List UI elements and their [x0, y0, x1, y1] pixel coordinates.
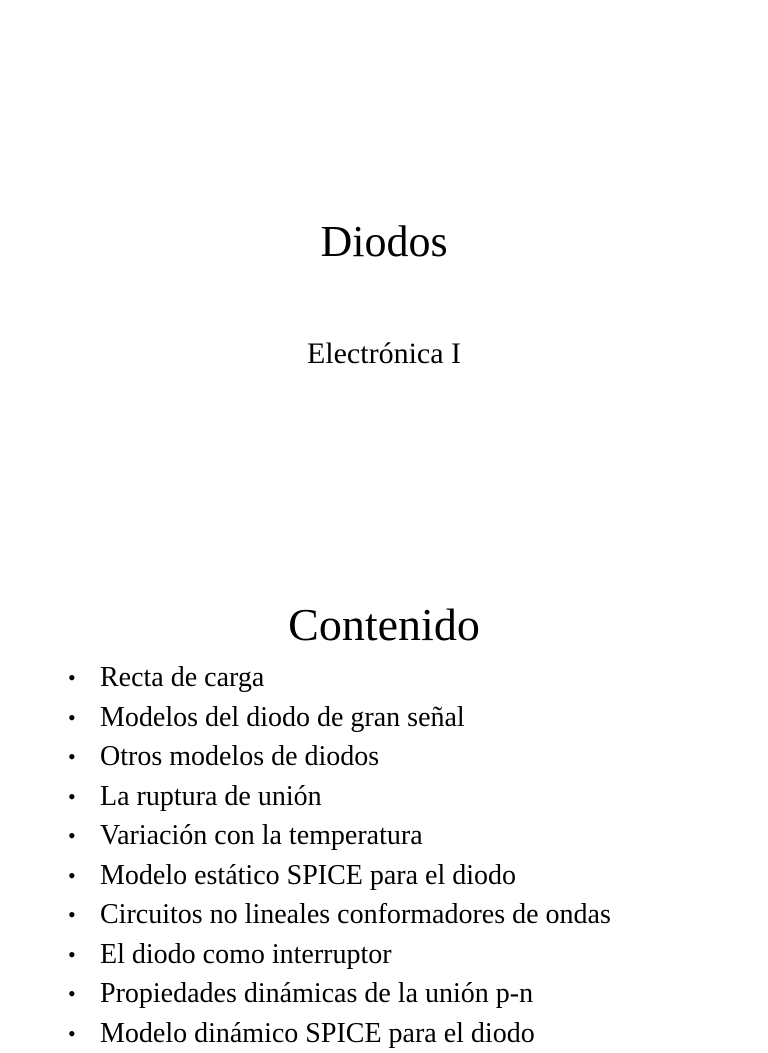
list-item — [68, 856, 611, 896]
list-item-text: Circuitos no lineales conformadores de ondas — [100, 899, 611, 930]
list-item-text: Modelo estático SPICE para el diodo — [100, 860, 516, 891]
list-item — [68, 658, 611, 698]
list-item — [68, 974, 611, 1014]
bullet-icon: • — [68, 1014, 76, 1053]
list-item — [68, 816, 611, 856]
list-item-text: Otros modelos de diodos — [100, 741, 379, 772]
bullet-icon: • — [68, 935, 76, 975]
bullet-icon: • — [68, 777, 76, 817]
bullet-icon: • — [68, 974, 76, 1014]
list-item-text: La ruptura de unión — [100, 781, 322, 812]
list-item-text: Modelo dinámico SPICE para el diodo — [100, 1018, 535, 1049]
slide-title: Diodos — [0, 214, 768, 270]
list-item — [68, 777, 611, 817]
list-item-text: El diodo como interruptor — [100, 939, 392, 970]
list-item — [68, 737, 611, 777]
list-item — [68, 1014, 611, 1053]
list-item-text: Propiedades dinámicas de la unión p-n — [100, 978, 533, 1009]
bullet-icon: • — [68, 816, 76, 856]
list-item-text: Modelos del diodo de gran señal — [100, 702, 465, 733]
list-item-text: Variación con la temperatura — [100, 820, 423, 851]
bullet-icon: • — [68, 856, 76, 896]
bullet-icon: • — [68, 895, 76, 935]
list-item-text: Recta de carga — [100, 662, 264, 693]
bullet-icon: • — [68, 698, 76, 738]
bullet-icon: • — [68, 737, 76, 777]
bullet-icon: • — [68, 658, 76, 698]
contents-list — [68, 658, 611, 1053]
contents-slide — [0, 560, 768, 1024]
slide-subtitle: Electrónica I — [0, 334, 768, 374]
list-item — [68, 935, 611, 975]
contents-title: Contenido — [0, 596, 768, 654]
list-item — [68, 698, 611, 738]
list-item — [68, 895, 611, 935]
